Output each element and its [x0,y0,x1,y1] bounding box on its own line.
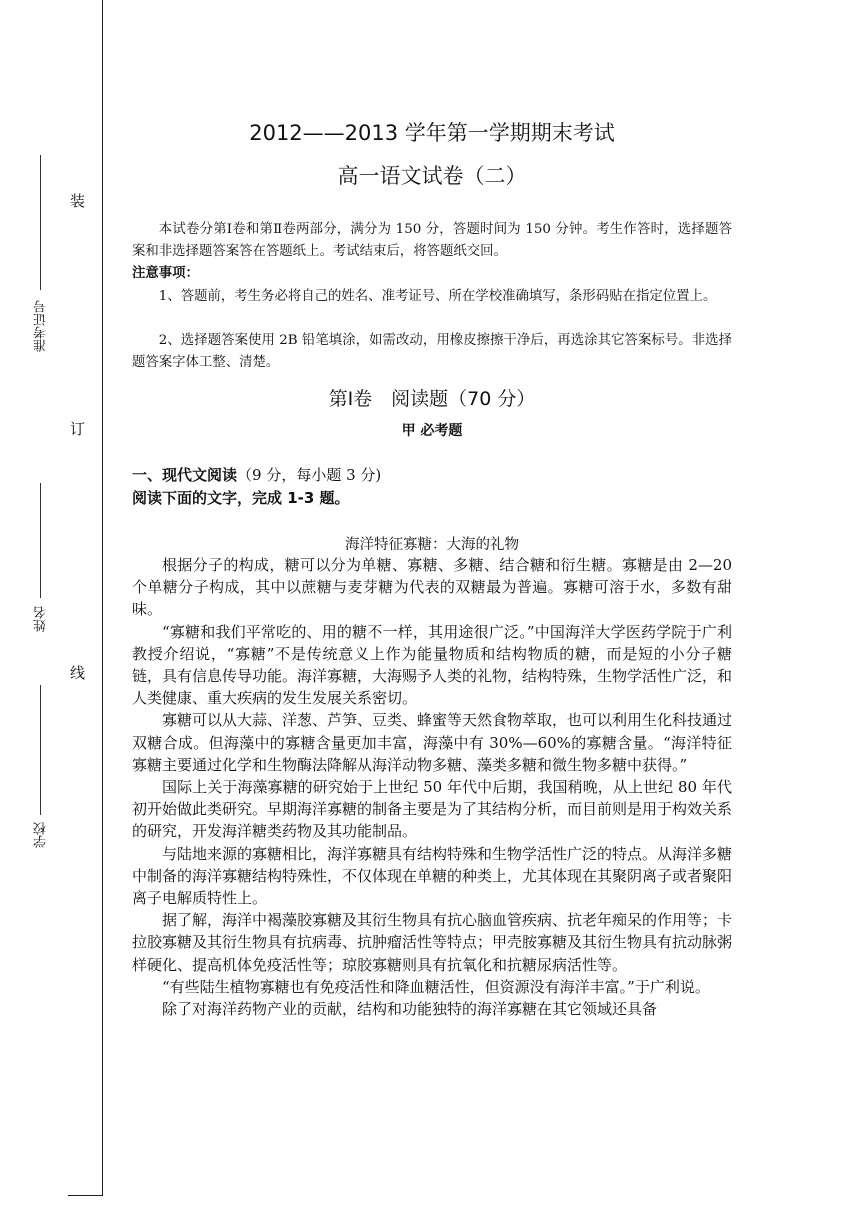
margin-bottom-line [68,1195,103,1196]
article-paragraph: 据了解，海洋中褐藻胶寡糖及其衍生物具有抗心脑血管疾病、抗老年痴呆的作用等；卡拉胶寡糖及其衍生物具有抗病毒、抗肿瘤活性等特点；甲壳胺寡糖及其衍生物具有抗动脉粥样硬化、提高机体免疫活性等；琼胶寡糖则具有抗氧化和抗糖尿病活性等。 [132,911,733,974]
field-label: 准考证号 [34,300,49,352]
section-instruction: 阅读下面的文字，完成 1-3 题。 [132,489,350,507]
article-title: 海洋特征寡糖：大海的礼物 [345,537,519,553]
field-school[interactable] [20,680,60,870]
article-paragraph: 根据分子的构成，糖可以分为单糖、寡糖、多糖、结合糖和衍生糖。寡糖是由 2—20 个单糖分子构成，其中以蔗糖与麦芽糖为代表的双糖最为普遍。寡糖可溶于水，多数有甜味。 [132,556,732,619]
article-body [132,554,732,1020]
article-paragraph: “寡糖和我们平常吃的、用的糖不一样，其用途很广泛。”中国海洋大学医药学院于广利教授介绍说，“寡糖”不是传统意义上作为能量物质和结构物质的糖，而是短的小分子糖链，具有信息传导功能。海洋寡糖，大海赐予人类的礼物，结构特殊，生物学活性广泛，和人类健康、重大疾病的发生发展关系密切。 [132,622,733,708]
fill-line [40,155,41,290]
bind-char-zhuang: 装 [70,192,86,210]
field-label: 姓名 [34,606,49,632]
fill-line [40,685,41,815]
article-paragraph: 除了对海洋药物产业的贡献，结构和功能独特的海洋寡糖在其它领域还具备 [162,1000,658,1019]
field-name[interactable] [20,478,60,648]
note-2: 2、选择题答案使用 2B 铅笔填涂，如需改动，用橡皮擦擦干净后，再选涂其它答案标号。非选择题答案字体工整、清楚。 [132,333,732,370]
binding-margin [0,0,104,1216]
fill-line [40,483,41,598]
note-1: 1、答题前，考生务必将自己的姓名、准考证号、所在学校准确填写，条形码贴在指定位置上。 [158,289,717,304]
article-paragraph: 寡糖可以从大蒜、洋葱、芦笋、豆类、蜂蜜等天然食物萃取，也可以利用生化科技通过双糖合成。但海藻中的寡糖含量更加丰富，海藻中有 30%—60%的寡糖含量。“海洋特征寡糖主要通过化学和生物酶法降解从海洋动物多糖、藻类多糖和微生物多糖中获得。” [132,711,733,774]
section-heading-normal: （9 分，每小题 3 分) [237,466,382,484]
section-heading [132,464,732,486]
notes-title: 注意事项： [132,266,199,281]
section-heading-bold: 一、现代文阅读 [132,466,238,484]
article-paragraph: 与陆地来源的寡糖相比，海洋寡糖具有结构特殊和生物学活性广泛的特点。从海洋多糖中制备的海洋寡糖结构特殊性，不仅体现在单糖的种类上，尤其体现在其聚阴离子或者聚阳离子电解质特性上。 [132,844,733,908]
part-title: 第Ⅰ卷 阅读题（70 分） [328,388,536,410]
exam-title: 2012——2013 学年第一学期期末考试 [249,121,615,145]
margin-border-line [102,0,103,1196]
article-paragraph: 国际上关于海藻寡糖的研究始于上世纪 50 年代中后期，我国稍晚，从上世纪 80 年代初开始做此类研究。早期海洋寡糖的制备主要是为了其结构分析，而目前则是用于构效关系的研究，开发海洋糖类药物及其功能制品。 [132,778,733,841]
field-exam-number[interactable] [20,150,60,380]
bind-char-ding: 订 [70,420,86,438]
exam-subtitle: 高一语文试卷（二） [337,164,527,188]
part-subtitle: 甲 必考题 [401,423,463,439]
bind-char-xian: 线 [70,664,86,682]
intro-text: 本试卷分第Ⅰ卷和第Ⅱ卷两部分，满分为 150 分，答题时间为 150 分钟。考生作答时，选择题答案和非选择题答案答在答题纸上。考试结束后，将答题纸交回。 [132,222,732,259]
field-label: 学校 [34,822,49,848]
article-paragraph: “有些陆生植物寡糖也有免疫活性和降血糖活性，但资源没有海洋丰富。”于广利说。 [162,977,710,996]
